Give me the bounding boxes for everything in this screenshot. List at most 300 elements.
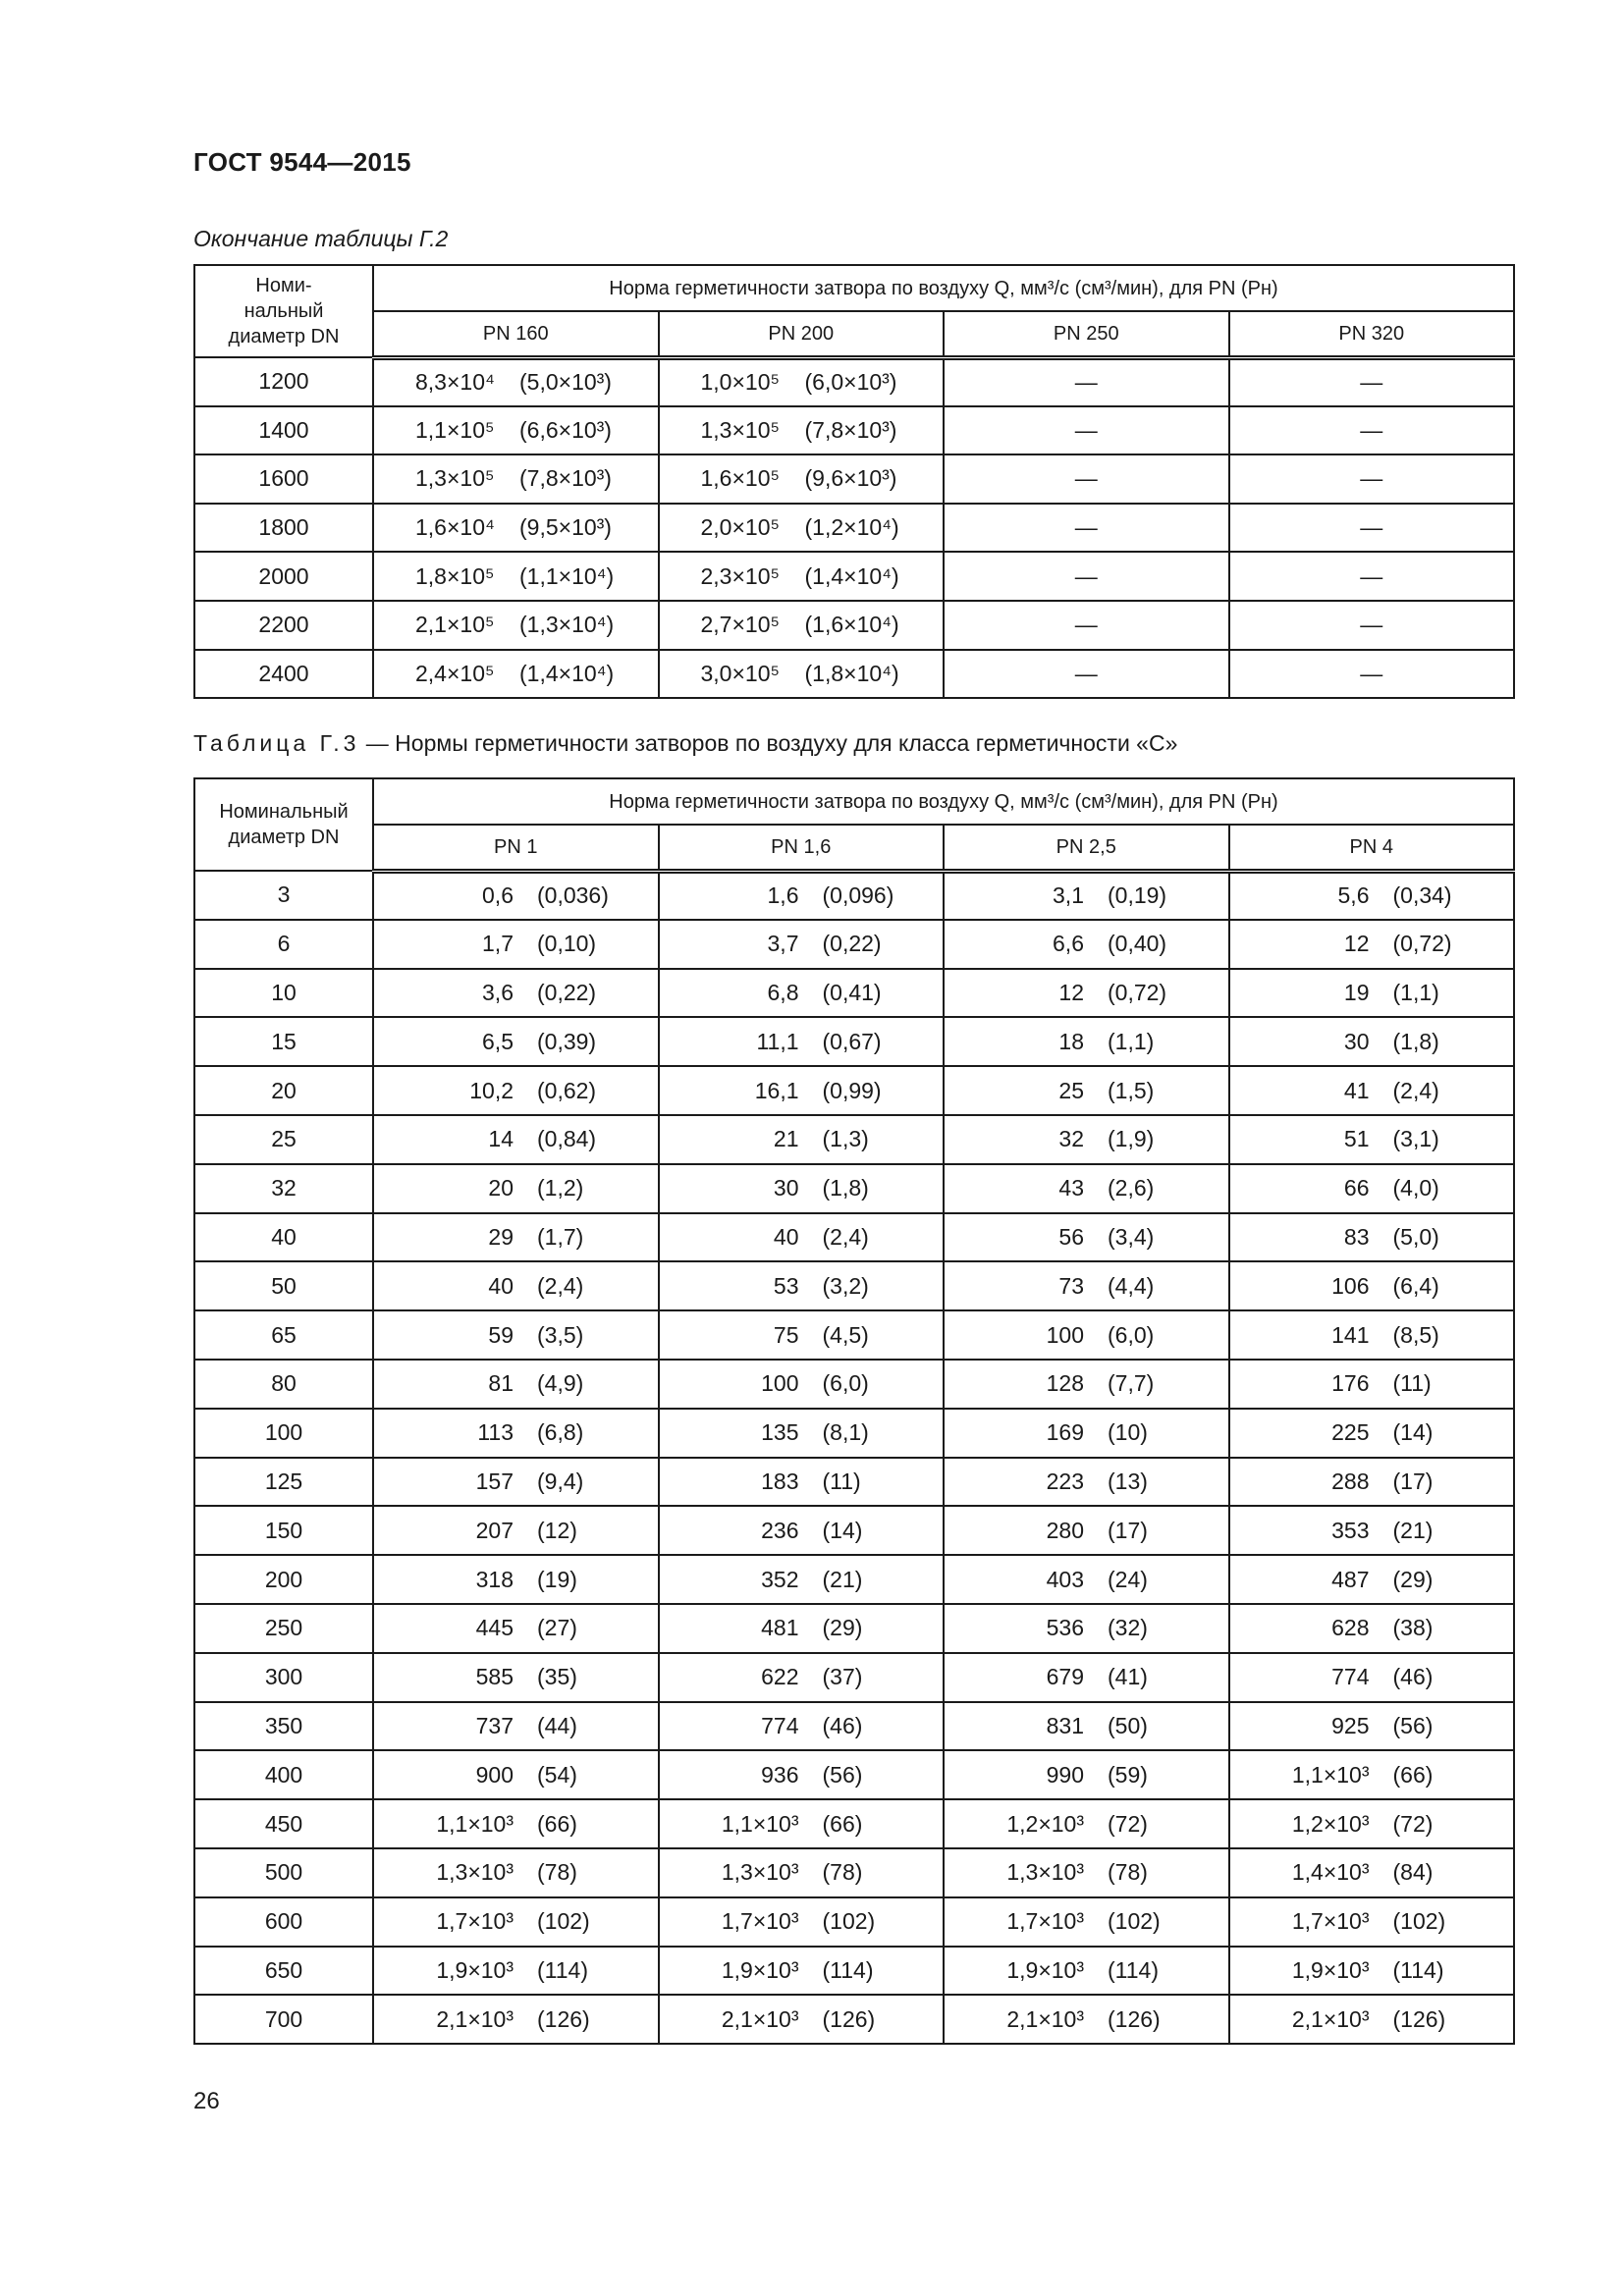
leak-rate-cm3min: (1,5) [1108, 1077, 1155, 1103]
leak-rate-mm3s: 25 [1058, 1077, 1084, 1103]
leak-rate-mm3s: 2,1×10³ [1291, 2005, 1370, 2032]
cell-dn: 350 [194, 1702, 373, 1751]
cell-value [944, 357, 1229, 406]
leak-rate-cm3min: (0,19) [1108, 882, 1167, 909]
leak-rate-cm3min: (126) [822, 2005, 876, 2032]
leak-rate-mm3s: 100 [1046, 1321, 1084, 1348]
leak-rate-mm3s: 75 [773, 1321, 799, 1348]
cell-value [1229, 552, 1515, 601]
cell-value [1229, 406, 1515, 455]
cell-value [373, 357, 659, 406]
cell-dn: 2000 [194, 552, 373, 601]
cell-value [373, 1555, 659, 1604]
table-row [194, 920, 1514, 969]
cell-dn: 20 [194, 1066, 373, 1115]
cell-value [659, 1458, 945, 1507]
leak-rate-mm3s: 135 [761, 1419, 799, 1446]
leak-rate-cm3min: (102) [1392, 1908, 1446, 1935]
leak-rate-mm3s: 10,2 [469, 1077, 514, 1103]
cell-value [659, 1947, 945, 1996]
cell-dn: 125 [194, 1458, 373, 1507]
empty-dash: — [1360, 369, 1383, 396]
leak-rate-mm3s: 585 [475, 1664, 514, 1690]
leak-rate-cm3min: (78) [537, 1859, 577, 1886]
leak-rate-mm3s: 73 [1058, 1272, 1084, 1299]
leak-rate-mm3s: 3,7 [767, 931, 799, 957]
table-row [194, 1653, 1514, 1702]
empty-dash: — [1074, 612, 1098, 638]
cell-value [1229, 1066, 1515, 1115]
leak-rate-mm3s: 1,1×10³ [721, 1810, 799, 1837]
cell-value [944, 504, 1229, 553]
leak-rate-cm3min: (126) [1392, 2005, 1446, 2032]
cell-value [373, 1750, 659, 1799]
cell-value [1229, 1409, 1515, 1458]
cell-value [944, 1995, 1229, 2044]
cell-value [1229, 357, 1515, 406]
cell-value [944, 1555, 1229, 1604]
leak-rate-cm3min: (11) [822, 1468, 861, 1494]
leak-rate-mm3s: 157 [475, 1468, 514, 1494]
leak-rate-mm3s: 481 [761, 1615, 799, 1641]
cell-value [944, 650, 1229, 699]
cell-dn: 100 [194, 1409, 373, 1458]
leak-rate-cm3min: (4,0) [1392, 1175, 1439, 1201]
leak-rate-mm3s: 1,6×10⁵ [700, 465, 781, 492]
table-row [194, 1702, 1514, 1751]
cell-value [373, 504, 659, 553]
leak-rate-mm3s: 628 [1331, 1615, 1370, 1641]
leak-rate-cm3min: (32) [1108, 1615, 1148, 1641]
leak-rate-mm3s: 1,7×10³ [1291, 1908, 1370, 1935]
cell-value [944, 1604, 1229, 1653]
leak-rate-cm3min: (9,5×10³) [519, 514, 612, 541]
cell-value [659, 1604, 945, 1653]
leak-rate-mm3s: 18 [1058, 1028, 1084, 1054]
cell-value [944, 1458, 1229, 1507]
subheader-pn: PN 1 [373, 825, 659, 871]
cell-value [659, 1360, 945, 1409]
leak-rate-cm3min: (10) [1108, 1419, 1148, 1446]
cell-value [373, 1360, 659, 1409]
cell-value [1229, 601, 1515, 650]
leak-rate-cm3min: (78) [822, 1859, 863, 1886]
table-row [194, 1115, 1514, 1164]
leak-rate-mm3s: 59 [488, 1321, 514, 1348]
leak-rate-cm3min: (6,6×10³) [519, 416, 612, 443]
col-header-dn: Номи- нальный диаметр DN [194, 265, 373, 357]
table-row [194, 1213, 1514, 1262]
leak-rate-cm3min: (9,6×10³) [804, 465, 897, 492]
leak-rate-cm3min: (9,4) [537, 1468, 584, 1494]
subheader-pn: PN 2,5 [944, 825, 1229, 871]
table-row [194, 1995, 1514, 2044]
cell-value [944, 1897, 1229, 1947]
leak-rate-cm3min: (126) [1108, 2005, 1161, 2032]
table-row [194, 552, 1514, 601]
cell-value [659, 1848, 945, 1897]
cell-value [1229, 1555, 1515, 1604]
leak-rate-mm3s: 20 [488, 1175, 514, 1201]
leak-rate-cm3min: (56) [822, 1761, 863, 1788]
table-row [194, 1066, 1514, 1115]
cell-dn: 200 [194, 1555, 373, 1604]
cell-dn: 1200 [194, 357, 373, 406]
leak-rate-cm3min: (72) [1108, 1810, 1148, 1837]
leak-rate-cm3min: (38) [1392, 1615, 1434, 1641]
cell-value [659, 1164, 945, 1213]
table-g3-caption [193, 730, 1177, 757]
cell-value [1229, 1360, 1515, 1409]
leak-rate-mm3s: 737 [475, 1712, 514, 1738]
leak-rate-cm3min: (114) [537, 1956, 588, 1983]
cell-dn: 300 [194, 1653, 373, 1702]
cell-dn: 32 [194, 1164, 373, 1213]
empty-dash: — [1360, 465, 1383, 492]
cell-value [944, 1799, 1229, 1848]
leak-rate-cm3min: (29) [822, 1615, 863, 1641]
table-g2-caption: Окончание таблицы Г.2 [193, 226, 449, 251]
cell-value [373, 1066, 659, 1115]
leak-rate-mm3s: 1,3×10⁵ [415, 465, 495, 492]
leak-rate-cm3min: (4,4) [1108, 1272, 1155, 1299]
leak-rate-cm3min: (66) [1392, 1761, 1434, 1788]
leak-rate-mm3s: 1,2×10³ [1291, 1810, 1370, 1837]
subheader-pn: PN 200 [659, 311, 945, 357]
cell-value [373, 601, 659, 650]
leak-rate-cm3min: (7,8×10³) [519, 465, 612, 492]
leak-rate-cm3min: (6,8) [537, 1419, 584, 1446]
cell-dn: 6 [194, 920, 373, 969]
leak-rate-mm3s: 774 [1331, 1664, 1370, 1690]
leak-rate-mm3s: 536 [1046, 1615, 1084, 1641]
table-row [194, 1458, 1514, 1507]
leak-rate-mm3s: 19 [1343, 979, 1370, 1005]
empty-dash: — [1074, 416, 1098, 443]
cell-dn: 450 [194, 1799, 373, 1848]
cell-value [373, 650, 659, 699]
table-row [194, 454, 1514, 504]
leak-rate-mm3s: 487 [1331, 1566, 1370, 1592]
cell-dn: 1600 [194, 454, 373, 504]
cell-value [944, 920, 1229, 969]
leak-rate-cm3min: (0,40) [1108, 931, 1167, 957]
subheader-pn: PN 160 [373, 311, 659, 357]
leak-rate-cm3min: (0,39) [537, 1028, 597, 1054]
leak-rate-mm3s: 100 [761, 1370, 799, 1397]
empty-dash: — [1074, 562, 1098, 589]
leak-rate-cm3min: (0,036) [537, 882, 609, 909]
cell-value [373, 454, 659, 504]
leak-rate-mm3s: 12 [1343, 931, 1370, 957]
table-g2 [193, 264, 1515, 699]
leak-rate-cm3min: (6,0×10³) [804, 369, 897, 396]
cell-value [1229, 1213, 1515, 1262]
leak-rate-mm3s: 280 [1046, 1517, 1084, 1543]
leak-rate-mm3s: 2,0×10⁵ [700, 514, 781, 541]
cell-dn: 600 [194, 1897, 373, 1947]
leak-rate-cm3min: (0,10) [537, 931, 597, 957]
cell-value [1229, 969, 1515, 1018]
cell-value [944, 1360, 1229, 1409]
leak-rate-cm3min: (41) [1108, 1664, 1148, 1690]
leak-rate-mm3s: 288 [1331, 1468, 1370, 1494]
cell-value [373, 1897, 659, 1947]
leak-rate-cm3min: (0,22) [822, 931, 882, 957]
cell-dn: 3 [194, 871, 373, 920]
leak-rate-mm3s: 29 [488, 1223, 514, 1250]
leak-rate-mm3s: 1,7×10³ [1006, 1908, 1084, 1935]
leak-rate-mm3s: 6,6 [1053, 931, 1084, 957]
leak-rate-cm3min: (7,8×10³) [804, 416, 897, 443]
cell-value [1229, 1164, 1515, 1213]
leak-rate-cm3min: (1,1) [1108, 1028, 1155, 1054]
leak-rate-mm3s: 1,7×10³ [436, 1908, 514, 1935]
leak-rate-mm3s: 1,9×10³ [1006, 1956, 1084, 1983]
cell-value [373, 1995, 659, 2044]
cell-value [659, 1506, 945, 1555]
cell-value [944, 1164, 1229, 1213]
leak-rate-cm3min: (1,3×10⁴) [519, 612, 615, 638]
leak-rate-mm3s: 6,8 [767, 979, 799, 1005]
cell-dn: 10 [194, 969, 373, 1018]
leak-rate-mm3s: 831 [1046, 1712, 1084, 1738]
cell-value [1229, 1261, 1515, 1310]
cell-value [1229, 1848, 1515, 1897]
cell-value [373, 1604, 659, 1653]
leak-rate-mm3s: 176 [1331, 1370, 1370, 1397]
table-row [194, 871, 1514, 920]
leak-rate-cm3min: (84) [1392, 1859, 1434, 1886]
cell-value [1229, 920, 1515, 969]
cell-dn: 15 [194, 1017, 373, 1066]
table-row [194, 1261, 1514, 1310]
leak-rate-cm3min: (1,1) [1392, 979, 1439, 1005]
leak-rate-mm3s: 990 [1046, 1761, 1084, 1788]
cell-value [659, 1066, 945, 1115]
empty-dash: — [1360, 514, 1383, 541]
leak-rate-cm3min: (1,2×10⁴) [804, 514, 899, 541]
cell-value [1229, 1506, 1515, 1555]
leak-rate-mm3s: 21 [773, 1126, 799, 1152]
leak-rate-cm3min: (8,1) [822, 1419, 869, 1446]
leak-rate-mm3s: 445 [475, 1615, 514, 1641]
leak-rate-cm3min: (1,8×10⁴) [804, 660, 899, 686]
leak-rate-cm3min: (2,6) [1108, 1175, 1155, 1201]
leak-rate-mm3s: 1,8×10⁵ [415, 562, 495, 589]
leak-rate-mm3s: 1,3×10³ [1006, 1859, 1084, 1886]
leak-rate-mm3s: 5,6 [1337, 882, 1370, 909]
cell-value [1229, 1017, 1515, 1066]
cell-value [659, 552, 945, 601]
cell-value [659, 871, 945, 920]
leak-rate-cm3min: (8,5) [1392, 1321, 1439, 1348]
leak-rate-cm3min: (46) [822, 1712, 863, 1738]
cell-value [659, 1115, 945, 1164]
cell-value [659, 406, 945, 455]
cell-value [1229, 871, 1515, 920]
leak-rate-cm3min: (3,1) [1392, 1126, 1439, 1152]
cell-value [373, 1702, 659, 1751]
cell-value [944, 601, 1229, 650]
leak-rate-mm3s: 3,0×10⁵ [700, 660, 781, 686]
leak-rate-mm3s: 225 [1331, 1419, 1370, 1446]
leak-rate-mm3s: 1,9×10³ [721, 1956, 799, 1983]
table-g3 [193, 777, 1515, 2045]
cell-value [373, 920, 659, 969]
leak-rate-mm3s: 352 [761, 1566, 799, 1592]
cell-dn: 50 [194, 1261, 373, 1310]
leak-rate-mm3s: 12 [1058, 979, 1084, 1005]
table-row [194, 1506, 1514, 1555]
cell-value [659, 969, 945, 1018]
leak-rate-cm3min: (0,22) [537, 979, 597, 1005]
cell-dn: 250 [194, 1604, 373, 1653]
cell-value [373, 1115, 659, 1164]
leak-rate-mm3s: 3,6 [482, 979, 514, 1005]
cell-value [659, 1995, 945, 2044]
leak-rate-cm3min: (4,5) [822, 1321, 869, 1348]
cell-value [1229, 1947, 1515, 1996]
leak-rate-cm3min: (114) [822, 1956, 874, 1983]
leak-rate-mm3s: 40 [488, 1272, 514, 1299]
leak-rate-cm3min: (59) [1108, 1761, 1148, 1788]
leak-rate-cm3min: (0,096) [822, 882, 894, 909]
leak-rate-mm3s: 1,3×10⁵ [700, 416, 781, 443]
leak-rate-mm3s: 1,4×10³ [1291, 1859, 1370, 1886]
cell-value [1229, 1897, 1515, 1947]
leak-rate-mm3s: 774 [761, 1712, 799, 1738]
leak-rate-cm3min: (5,0) [1392, 1223, 1439, 1250]
leak-rate-mm3s: 679 [1046, 1664, 1084, 1690]
leak-rate-cm3min: (24) [1108, 1566, 1148, 1592]
cell-value [659, 504, 945, 553]
leak-rate-cm3min: (5,0×10³) [519, 369, 612, 396]
leak-rate-cm3min: (72) [1392, 1810, 1434, 1837]
cell-value [944, 1213, 1229, 1262]
leak-rate-cm3min: (21) [1392, 1517, 1434, 1543]
leak-rate-mm3s: 32 [1058, 1126, 1084, 1152]
leak-rate-mm3s: 1,9×10³ [1291, 1956, 1370, 1983]
cell-value [659, 454, 945, 504]
leak-rate-mm3s: 1,7 [482, 931, 514, 957]
cell-dn: 150 [194, 1506, 373, 1555]
cell-value [944, 871, 1229, 920]
table-row [194, 357, 1514, 406]
leak-rate-mm3s: 1,3×10³ [721, 1859, 799, 1886]
cell-value [659, 1799, 945, 1848]
cell-value [659, 650, 945, 699]
cell-value [1229, 1702, 1515, 1751]
cell-value [659, 601, 945, 650]
table-row [194, 1897, 1514, 1947]
cell-value [373, 1848, 659, 1897]
leak-rate-cm3min: (6,0) [1108, 1321, 1155, 1348]
leak-rate-cm3min: (4,9) [537, 1370, 584, 1397]
cell-value [944, 552, 1229, 601]
cell-value [659, 1261, 945, 1310]
leak-rate-mm3s: 1,7×10³ [721, 1908, 799, 1935]
leak-rate-cm3min: (54) [537, 1761, 577, 1788]
leak-rate-cm3min: (66) [537, 1810, 577, 1837]
table-row [194, 1848, 1514, 1897]
table-row [194, 1360, 1514, 1409]
cell-value [944, 1750, 1229, 1799]
cell-dn: 25 [194, 1115, 373, 1164]
table-row [194, 1017, 1514, 1066]
leak-rate-cm3min: (17) [1108, 1517, 1148, 1543]
leak-rate-cm3min: (27) [537, 1615, 577, 1641]
leak-rate-mm3s: 900 [475, 1761, 514, 1788]
leak-rate-mm3s: 1,1×10³ [436, 1810, 514, 1837]
leak-rate-cm3min: (1,6×10⁴) [804, 612, 899, 638]
cell-value [1229, 1115, 1515, 1164]
leak-rate-cm3min: (21) [822, 1566, 863, 1592]
leak-rate-cm3min: (0,67) [822, 1028, 882, 1054]
cell-dn: 500 [194, 1848, 373, 1897]
cell-dn: 400 [194, 1750, 373, 1799]
leak-rate-cm3min: (126) [537, 2005, 590, 2032]
leak-rate-mm3s: 169 [1046, 1419, 1084, 1446]
table-row [194, 1310, 1514, 1360]
cell-value [373, 1409, 659, 1458]
leak-rate-mm3s: 40 [773, 1223, 799, 1250]
cell-dn: 1800 [194, 504, 373, 553]
cell-value [944, 1261, 1229, 1310]
cell-dn: 700 [194, 1995, 373, 2044]
group-header: Норма герметичности затвора по воздуху Q, мм³/с (см³/мин), для PN (Pн) [373, 265, 1514, 311]
cell-value [944, 1066, 1229, 1115]
leak-rate-cm3min: (1,7) [537, 1223, 584, 1250]
cell-value [944, 1310, 1229, 1360]
leak-rate-cm3min: (29) [1392, 1566, 1434, 1592]
leak-rate-cm3min: (102) [822, 1908, 876, 1935]
cell-dn: 2400 [194, 650, 373, 699]
leak-rate-cm3min: (14) [822, 1517, 863, 1543]
leak-rate-mm3s: 53 [773, 1272, 799, 1299]
leak-rate-cm3min: (1,4×10⁴) [804, 562, 899, 589]
cell-value [659, 1750, 945, 1799]
leak-rate-mm3s: 41 [1343, 1077, 1370, 1103]
leak-rate-cm3min: (0,34) [1392, 882, 1452, 909]
table-row [194, 1799, 1514, 1848]
cell-value [373, 1947, 659, 1996]
leak-rate-cm3min: (1,8) [1392, 1028, 1439, 1054]
cell-value [659, 1897, 945, 1947]
subheader-pn: PN 250 [944, 311, 1229, 357]
leak-rate-cm3min: (1,2) [537, 1175, 584, 1201]
table-row [194, 601, 1514, 650]
cell-value [944, 1848, 1229, 1897]
empty-dash: — [1360, 612, 1383, 638]
leak-rate-cm3min: (0,72) [1108, 979, 1167, 1005]
table-g2-body [194, 357, 1514, 698]
empty-dash: — [1360, 416, 1383, 443]
leak-rate-mm3s: 2,4×10⁵ [415, 660, 495, 686]
leak-rate-cm3min: (0,62) [537, 1077, 597, 1103]
leak-rate-cm3min: (56) [1392, 1712, 1434, 1738]
empty-dash: — [1360, 660, 1383, 686]
cell-value [944, 1409, 1229, 1458]
leak-rate-mm3s: 223 [1046, 1468, 1084, 1494]
cell-value [944, 1702, 1229, 1751]
cell-value [373, 1506, 659, 1555]
leak-rate-cm3min: (114) [1108, 1956, 1159, 1983]
table-g3-body [194, 871, 1514, 2044]
table-row [194, 969, 1514, 1018]
group-header: Норма герметичности затвора по воздуху Q, мм³/с (см³/мин), для PN (Pн) [373, 778, 1514, 825]
leak-rate-mm3s: 66 [1343, 1175, 1370, 1201]
